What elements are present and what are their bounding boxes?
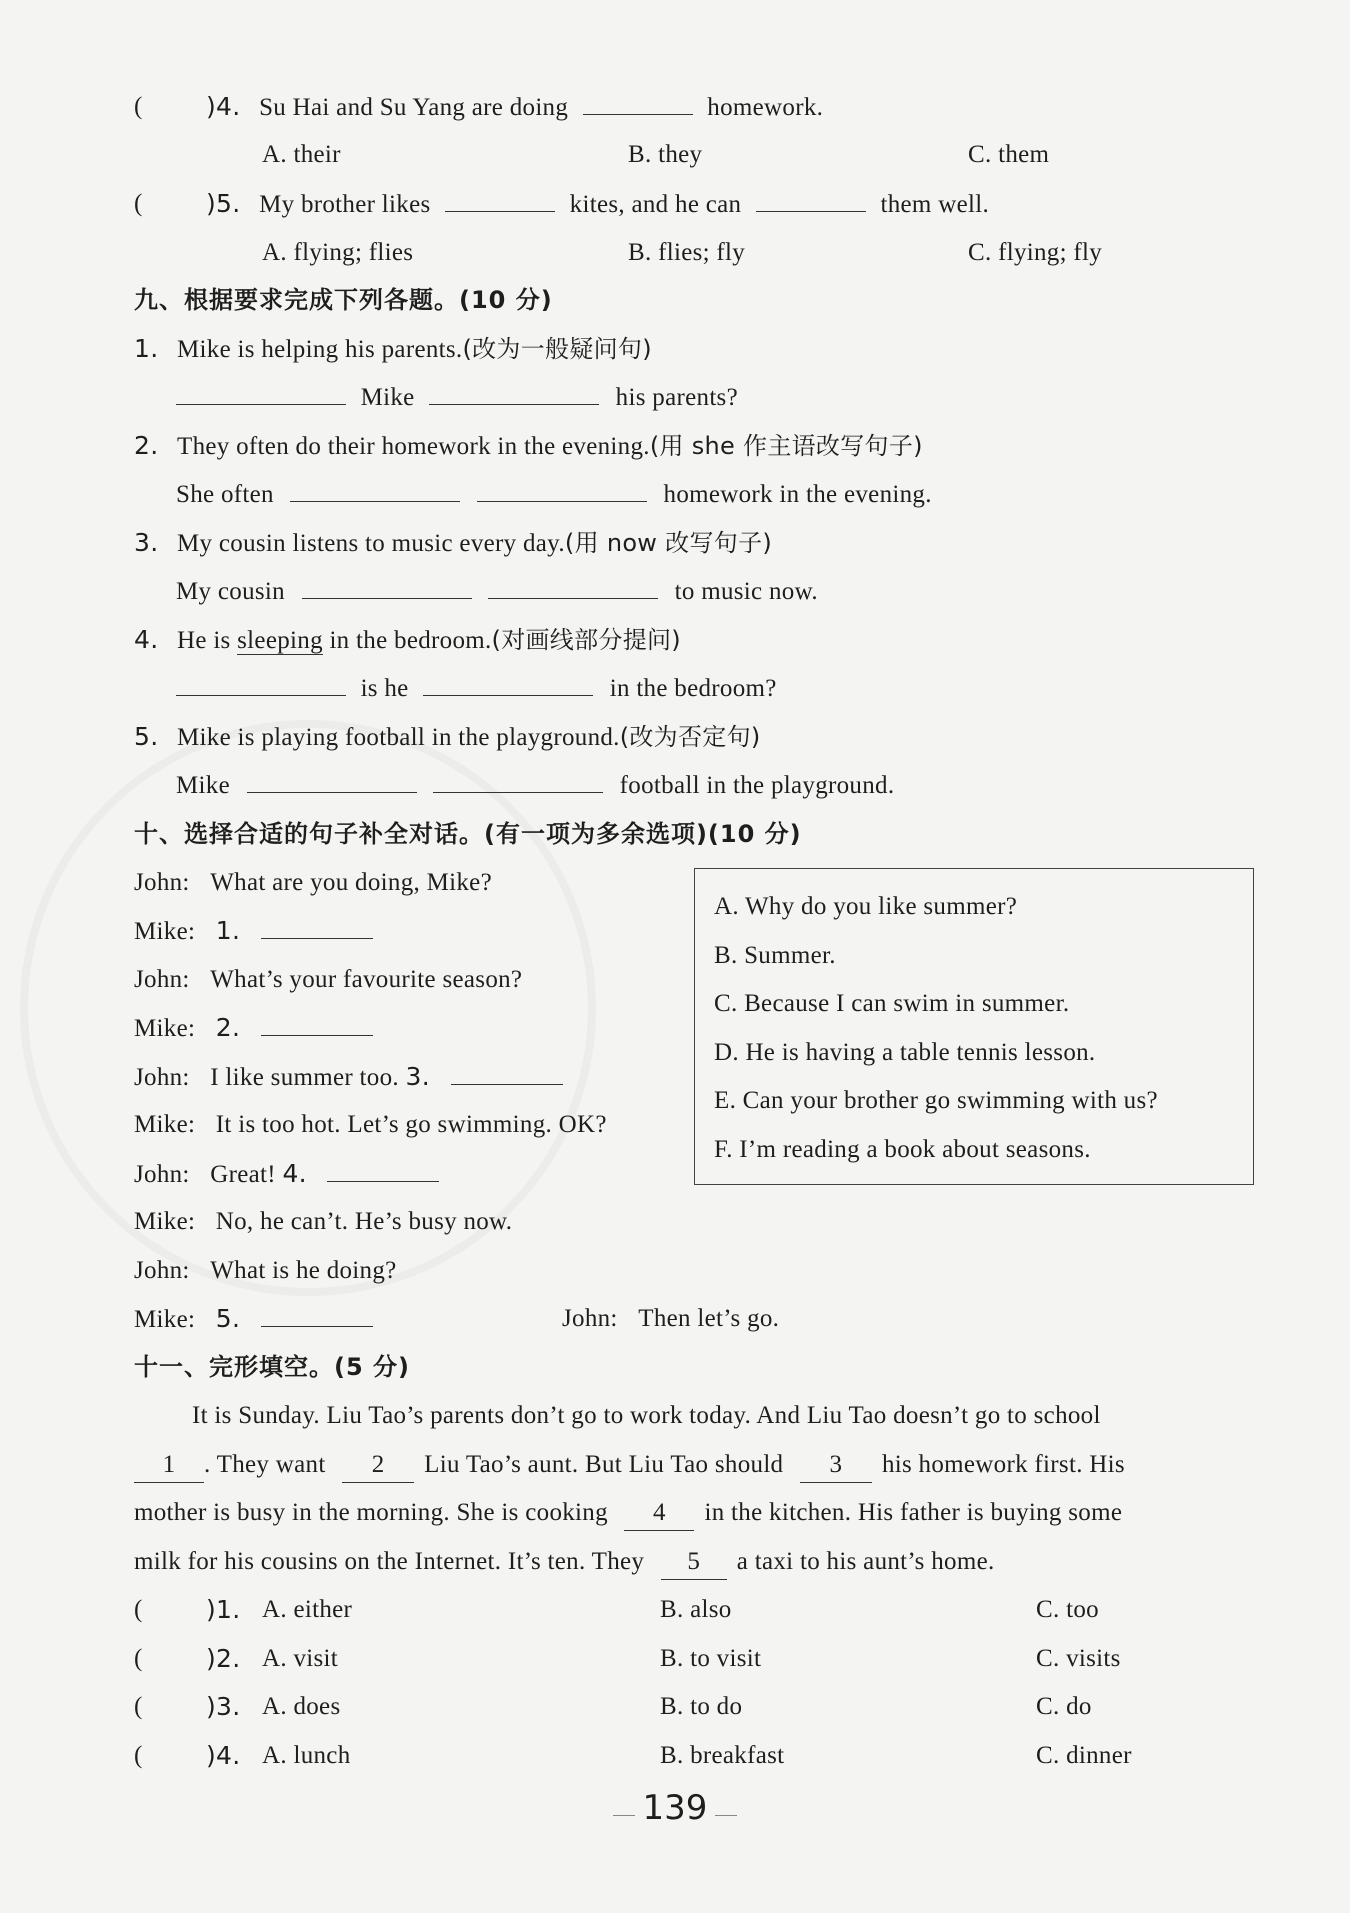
blank[interactable] — [261, 938, 373, 939]
dialog-text: No, he can’t. He’s busy now. — [215, 1208, 513, 1235]
question-number: 5. — [134, 722, 159, 751]
speaker: Mike: — [134, 918, 196, 945]
answer-text: his parents? — [615, 384, 738, 411]
question-text: They often do their homework in the evening. — [177, 433, 650, 460]
answer-text: Mike — [176, 772, 230, 799]
dialog-line-5 — [134, 1060, 563, 1095]
q9-2-answer — [176, 478, 932, 512]
option-c[interactable]: C. flying; fly — [968, 239, 1103, 266]
answer-paren[interactable]: ( — [134, 190, 143, 217]
passage-line — [134, 1545, 995, 1580]
blank[interactable] — [429, 404, 599, 405]
answer-paren[interactable]: ( — [134, 93, 143, 120]
answer-paren[interactable]: ( — [134, 1596, 143, 1623]
q9-3 — [134, 526, 772, 561]
blank[interactable] — [247, 792, 417, 793]
question-text: Mike is playing football in the playground. — [177, 724, 620, 751]
answer-paren[interactable]: ( — [134, 1645, 143, 1672]
question-hint: (改为一般疑问句) — [462, 335, 652, 363]
question-number: 3. — [134, 528, 159, 557]
dialog-text: I like summer too. — [210, 1064, 399, 1091]
question-number: 4. — [134, 625, 159, 654]
blank-number: 1. — [215, 916, 241, 945]
cloze-blank[interactable]: 4 — [624, 1496, 694, 1531]
footer-dash — [715, 1815, 737, 1816]
answer-text: in the bedroom? — [609, 675, 777, 702]
dialog-text: Great! — [210, 1161, 276, 1188]
section-10-heading: 十、选择合适的句子补全对话。(有一项为多余选项)(10 分) — [134, 820, 802, 848]
dialog-option-e[interactable]: E. Can your brother go swimming with us? — [714, 1087, 1158, 1114]
option-b[interactable]: B. also — [660, 1596, 732, 1623]
dialog-line-9 — [134, 1254, 397, 1288]
blank-number: 3. — [405, 1062, 430, 1091]
question-text: He is — [177, 627, 231, 654]
blank[interactable] — [756, 211, 866, 212]
option-b[interactable]: B. breakfast — [660, 1742, 785, 1769]
blank[interactable] — [445, 211, 555, 212]
passage-text: . They want — [204, 1451, 326, 1478]
dialog-text: It is too hot. Let’s go swimming. OK? — [215, 1111, 607, 1138]
speaker: John: — [134, 1257, 190, 1284]
speaker: John: — [134, 966, 190, 993]
answer-text: to music now. — [674, 578, 818, 605]
question-number: )5. — [206, 189, 241, 218]
dialog-line-8 — [134, 1205, 512, 1239]
question-text: in the bedroom. — [329, 627, 492, 654]
cloze-blank[interactable]: 5 — [661, 1545, 727, 1580]
answer-text: football in the playground. — [619, 772, 895, 799]
option-c[interactable]: C. visits — [1036, 1645, 1121, 1672]
question-text: My cousin listens to music every day. — [177, 530, 565, 557]
option-c[interactable]: C. too — [1036, 1596, 1099, 1623]
dialog-line-4 — [134, 1011, 373, 1046]
dialog-text: Then let’s go. — [638, 1305, 780, 1332]
passage-text: mother is busy in the morning. She is cooking — [134, 1499, 608, 1526]
passage-line — [134, 1448, 1125, 1483]
blank[interactable] — [423, 695, 593, 696]
question-number: 2. — [134, 431, 159, 460]
answer-text: is he — [360, 675, 409, 702]
question-number: 1. — [134, 334, 159, 363]
blank[interactable] — [302, 598, 472, 599]
answer-paren[interactable]: ( — [134, 1693, 143, 1720]
cloze-blank[interactable]: 1 — [134, 1448, 204, 1483]
option-a[interactable]: A. flying; flies — [262, 239, 414, 266]
dialog-option-b[interactable]: B. Summer. — [714, 942, 836, 969]
blank[interactable] — [261, 1326, 373, 1327]
option-b[interactable]: B. to visit — [660, 1645, 762, 1672]
option-a[interactable]: A. their — [262, 141, 341, 168]
option-a[interactable]: A. either — [262, 1596, 353, 1623]
dialog-line-3 — [134, 963, 522, 997]
question-text: Mike is helping his parents. — [177, 336, 463, 363]
question-hint: (用 she 作主语改写句子) — [649, 432, 923, 460]
option-a[interactable]: A. does — [262, 1693, 341, 1720]
passage-text: in the kitchen. His father is buying some — [704, 1499, 1123, 1526]
answer-text: My cousin — [176, 578, 285, 605]
dialog-line-2 — [134, 914, 373, 949]
section-11-heading: 十一、完形填空。(5 分) — [134, 1353, 410, 1381]
answer-text: She often — [176, 481, 274, 508]
blank-number: 4. — [282, 1159, 307, 1188]
blank[interactable] — [451, 1084, 563, 1085]
question-text: homework. — [707, 94, 824, 121]
dialog-option-d[interactable]: D. He is having a table tennis lesson. — [714, 1039, 1096, 1066]
blank-number: 2. — [215, 1013, 241, 1042]
answer-paren[interactable]: ( — [134, 1742, 143, 1769]
cloze-blank[interactable]: 2 — [342, 1448, 414, 1483]
speaker: John: — [134, 1161, 190, 1188]
dialog-text: What’s your favourite season? — [210, 966, 523, 993]
speaker: John: — [134, 1064, 190, 1091]
question-number: )3. — [206, 1692, 241, 1721]
q9-2 — [134, 429, 923, 464]
q8-5-stem — [206, 187, 989, 222]
blank-number: 5. — [215, 1304, 241, 1333]
question-number: )4. — [206, 1741, 241, 1770]
option-c[interactable]: C. them — [968, 141, 1050, 168]
blank[interactable] — [176, 695, 346, 696]
passage-text: Liu Tao’s aunt. But Liu Tao should — [424, 1451, 784, 1478]
question-text: them well. — [880, 191, 990, 218]
blank[interactable] — [477, 501, 647, 502]
passage-text: a taxi to his aunt’s home. — [736, 1548, 995, 1575]
dialog-line-1 — [134, 866, 492, 900]
dialog-option-f[interactable]: F. I’m reading a book about seasons. — [714, 1136, 1091, 1163]
passage-text: milk for his cousins on the Internet. It’s ten. They — [134, 1548, 645, 1575]
option-b[interactable]: B. flies; fly — [628, 239, 746, 266]
question-hint: (用 now 改写句子) — [564, 529, 773, 557]
question-hint: (对画线部分提问) — [491, 626, 681, 654]
option-a[interactable]: A. visit — [262, 1645, 339, 1672]
speaker: John: — [562, 1305, 618, 1332]
q9-4 — [134, 623, 681, 658]
speaker: Mike: — [134, 1015, 196, 1042]
q8-4-stem — [206, 90, 823, 125]
footer-dash — [613, 1815, 635, 1816]
dialog-option-a[interactable]: A. Why do you like summer? — [714, 893, 1018, 920]
q9-1-answer — [176, 381, 738, 415]
blank[interactable] — [583, 114, 693, 115]
dialog-text: What is he doing? — [210, 1257, 397, 1284]
question-number: )4. — [206, 92, 241, 121]
dialog-text: What are you doing, Mike? — [210, 869, 492, 896]
page-number: 139 — [642, 1788, 708, 1828]
passage-text: his homework first. His — [881, 1451, 1125, 1478]
question-text: Su Hai and Su Yang are doing — [259, 94, 569, 121]
question-number: )2. — [206, 1644, 241, 1673]
question-number: )1. — [206, 1595, 241, 1624]
answer-text: Mike — [360, 384, 415, 411]
option-a[interactable]: A. lunch — [262, 1742, 351, 1769]
option-c[interactable]: C. dinner — [1036, 1742, 1132, 1769]
question-hint: (改为否定句) — [619, 723, 761, 751]
speaker: Mike: — [134, 1208, 196, 1235]
blank[interactable] — [327, 1181, 439, 1182]
q8-4-row — [134, 90, 143, 124]
blank[interactable] — [433, 792, 603, 793]
blank[interactable] — [488, 598, 658, 599]
option-c[interactable]: C. do — [1036, 1693, 1092, 1720]
option-b[interactable]: B. to do — [660, 1693, 743, 1720]
answer-text: homework in the evening. — [663, 481, 932, 508]
question-text: My brother likes — [259, 191, 431, 218]
speaker: Mike: — [134, 1111, 196, 1138]
q9-5-answer — [176, 769, 894, 803]
q9-3-answer — [176, 575, 818, 609]
dialog-line-6 — [134, 1108, 607, 1142]
speaker: Mike: — [134, 1306, 196, 1333]
blank[interactable] — [261, 1035, 373, 1036]
cloze-blank[interactable]: 3 — [800, 1448, 872, 1483]
speaker: John: — [134, 869, 190, 896]
dialog-line-10 — [134, 1302, 373, 1337]
blank[interactable] — [290, 501, 460, 502]
question-text: kites, and he can — [569, 191, 742, 218]
dialog-line-11 — [562, 1302, 779, 1336]
page-footer — [0, 1788, 1350, 1828]
dialog-line-7 — [134, 1157, 439, 1192]
dialog-option-c[interactable]: C. Because I can swim in summer. — [714, 990, 1070, 1017]
section-9-heading: 九、根据要求完成下列各题。(10 分) — [134, 286, 553, 314]
passage-line: It is Sunday. Liu Tao’s parents don’t go to work today. And Liu Tao doesn’t go to school — [192, 1402, 1101, 1429]
q9-1 — [134, 332, 652, 367]
passage-line — [134, 1496, 1122, 1531]
option-b[interactable]: B. they — [628, 141, 703, 168]
blank[interactable] — [176, 404, 346, 405]
q9-4-answer — [176, 672, 777, 706]
underlined-word: sleeping — [237, 627, 323, 654]
q9-5 — [134, 720, 761, 755]
